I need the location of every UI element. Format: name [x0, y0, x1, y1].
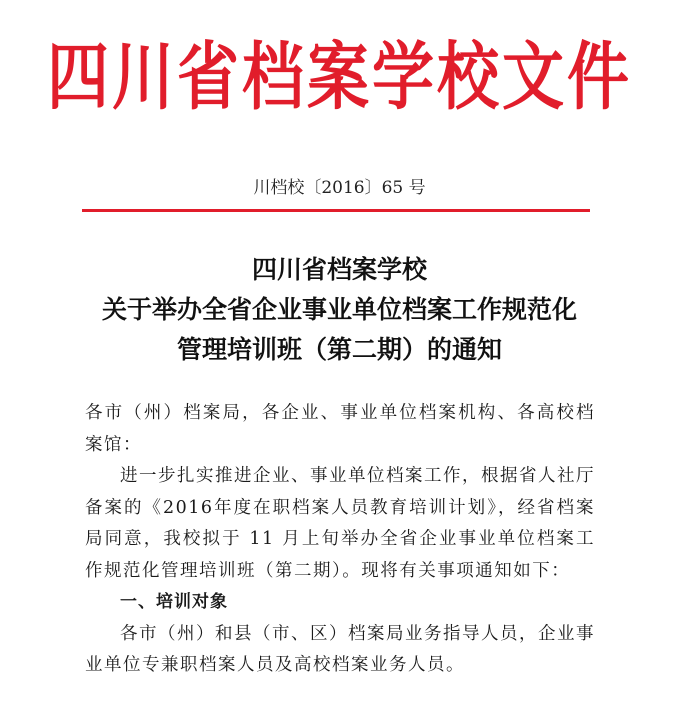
section-heading-training-targets: 一、培训对象 [120, 592, 228, 612]
salutation: 各市（州）档案局，各企业、事业单位档案机构、各高校档案馆： [85, 403, 595, 455]
title-line-2: 关于举办全省企业事业单位档案工作规范化 [101, 295, 577, 324]
notice-body [85, 398, 595, 682]
red-divider-line [82, 209, 590, 212]
document-number: 川档校〔2016〕65 号 [253, 178, 426, 198]
section-1-paragraph: 各市（州）和县（市、区）档案局业务指导人员，企业事业单位专兼职档案人员及高校档案业务人员。 [85, 623, 595, 675]
intro-paragraph: 进一步扎实推进企业、事业单位档案工作，根据省人社厅备案的《2016年度在职档案人员教育培训计划》，经省档案局同意，我校拟于 11 月上旬举办全省企业事业单位档案工作规范化管理培训班（第二期）。现将有关事项通知如下： [85, 466, 595, 581]
title-line-1: 四川省档案学校 [251, 255, 427, 284]
red-header-title: 四川省档案学校文件 [46, 33, 632, 120]
notice-title [0, 250, 679, 370]
title-line-3: 管理培训班（第二期）的通知 [176, 335, 502, 364]
